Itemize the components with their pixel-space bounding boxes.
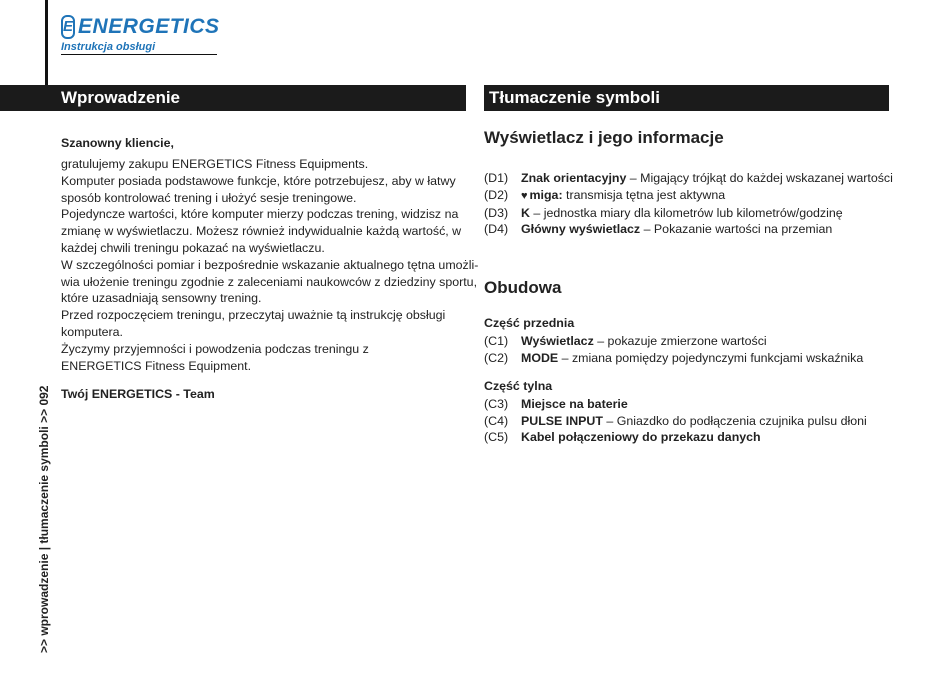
item-name: Znak orientacyjny: [521, 171, 627, 185]
display-items: [484, 170, 904, 238]
item-code: (D1): [484, 171, 509, 185]
list-item: [484, 396, 904, 413]
symbols-section: [484, 128, 904, 446]
logo-text: ENERGETICS: [78, 15, 220, 38]
back-heading: Część tylna: [484, 378, 553, 393]
list-item: [484, 350, 904, 367]
symbols-title-bar: Tłumaczenie symboli: [484, 85, 889, 111]
item-name: Wyświetlacz: [521, 334, 594, 349]
intro-title-bar: Wprowadzenie: [0, 85, 466, 111]
signature: Twój ENERGETICS - Team: [61, 387, 215, 402]
body-line: Życzymy przyjemności i powodzenia podczas treningu z: [61, 341, 369, 356]
greeting: Szanowny kliencie,: [61, 136, 174, 150]
intro-body: [61, 156, 479, 374]
item-desc: – zmiana pomiędzy pojedynczymi funkcjami wskaźnika: [558, 350, 864, 365]
item-code: (C2): [484, 350, 509, 365]
list-item: [484, 205, 904, 222]
item-name: MODE: [521, 350, 559, 365]
body-line: sposób kontrolować trening i ułożyć sesje treningowe.: [61, 190, 357, 205]
body-line: które uzasadniają sensowny trening.: [61, 291, 262, 306]
body-line: komputera.: [61, 324, 123, 339]
item-name: PULSE INPUT: [521, 413, 603, 428]
front-items: [484, 333, 904, 367]
item-desc: – Gniazdko do podłączenia czujnika pulsu dłoni: [602, 413, 867, 428]
list-item: [484, 429, 904, 446]
item-name: Główny wyświetlacz: [521, 222, 641, 237]
logo-e-icon: E: [61, 15, 75, 39]
body-line: W szczególności pomiar i bezpośrednie wskazanie aktualnego tętna umożli-: [61, 257, 479, 272]
intro-section: [61, 136, 479, 402]
item-desc: – jednostka miary dla kilometrów lub kilometrów/godzinę: [529, 205, 843, 220]
list-item: [484, 333, 904, 350]
body-line: zmianę w wyświetlaczu. Możesz również indywidualnie każdą wartość, w: [61, 224, 462, 239]
list-item: [484, 187, 904, 205]
header-vertical-line: [45, 0, 48, 86]
list-item: [484, 413, 904, 430]
back-items: [484, 396, 904, 446]
item-desc: transmisja tętna jest aktywna: [562, 187, 726, 202]
item-code: (D3): [484, 205, 509, 220]
item-name: Miejsce na baterie: [521, 396, 628, 411]
item-code: (D2): [484, 187, 509, 202]
manual-subtitle: Instrukcja obsługi: [61, 41, 217, 55]
item-desc: – pokazuje zmierzone wartości: [593, 334, 767, 349]
item-code: (D4): [484, 222, 509, 237]
housing-heading: Obudowa: [484, 278, 562, 298]
body-line: Komputer posiada podstawowe funkcje, które potrzebujesz, aby w łatwy: [61, 173, 456, 188]
item-desc: – Migający trójkąt do każdej wskazanej wartości: [626, 171, 893, 185]
item-desc: – Pokazanie wartości na przemian: [640, 222, 833, 237]
display-heading: Wyświetlacz i jego informacje: [484, 128, 724, 147]
body-line: Przed rozpoczęciem treningu, przeczytaj uważnie tą instrukcję obsługi: [61, 308, 446, 323]
body-line: gratulujemy zakupu ENERGETICS Fitness Equipments.: [61, 157, 369, 171]
item-name: Kabel połączeniowy do przekazu danych: [521, 430, 761, 445]
side-page-label: >> wprowadzenie | tłumaczenie symboli >> 092: [37, 385, 51, 653]
front-heading: Część przednia: [484, 316, 575, 331]
body-line: każdej chwili treningu pokazać na wyświetlaczu.: [61, 240, 325, 255]
energetics-logo: [61, 14, 220, 55]
list-item: [484, 221, 904, 238]
item-code: (C1): [484, 334, 509, 349]
body-line: Pojedyncze wartości, które komputer mierzy podczas trening, widzisz na: [61, 207, 459, 222]
heart-icon: ♥: [521, 189, 528, 202]
item-name: miga:: [529, 187, 563, 202]
item-code: (C3): [484, 396, 509, 411]
item-code: (C4): [484, 413, 509, 428]
list-item: [484, 170, 904, 187]
body-line: wia ułożenie treningu zgodnie z zaleceniami naukowców z dziedziny sportu,: [61, 274, 478, 289]
item-code: (C5): [484, 430, 509, 445]
item-name: K: [521, 205, 530, 220]
body-line: ENERGETICS Fitness Equipment.: [61, 358, 252, 373]
